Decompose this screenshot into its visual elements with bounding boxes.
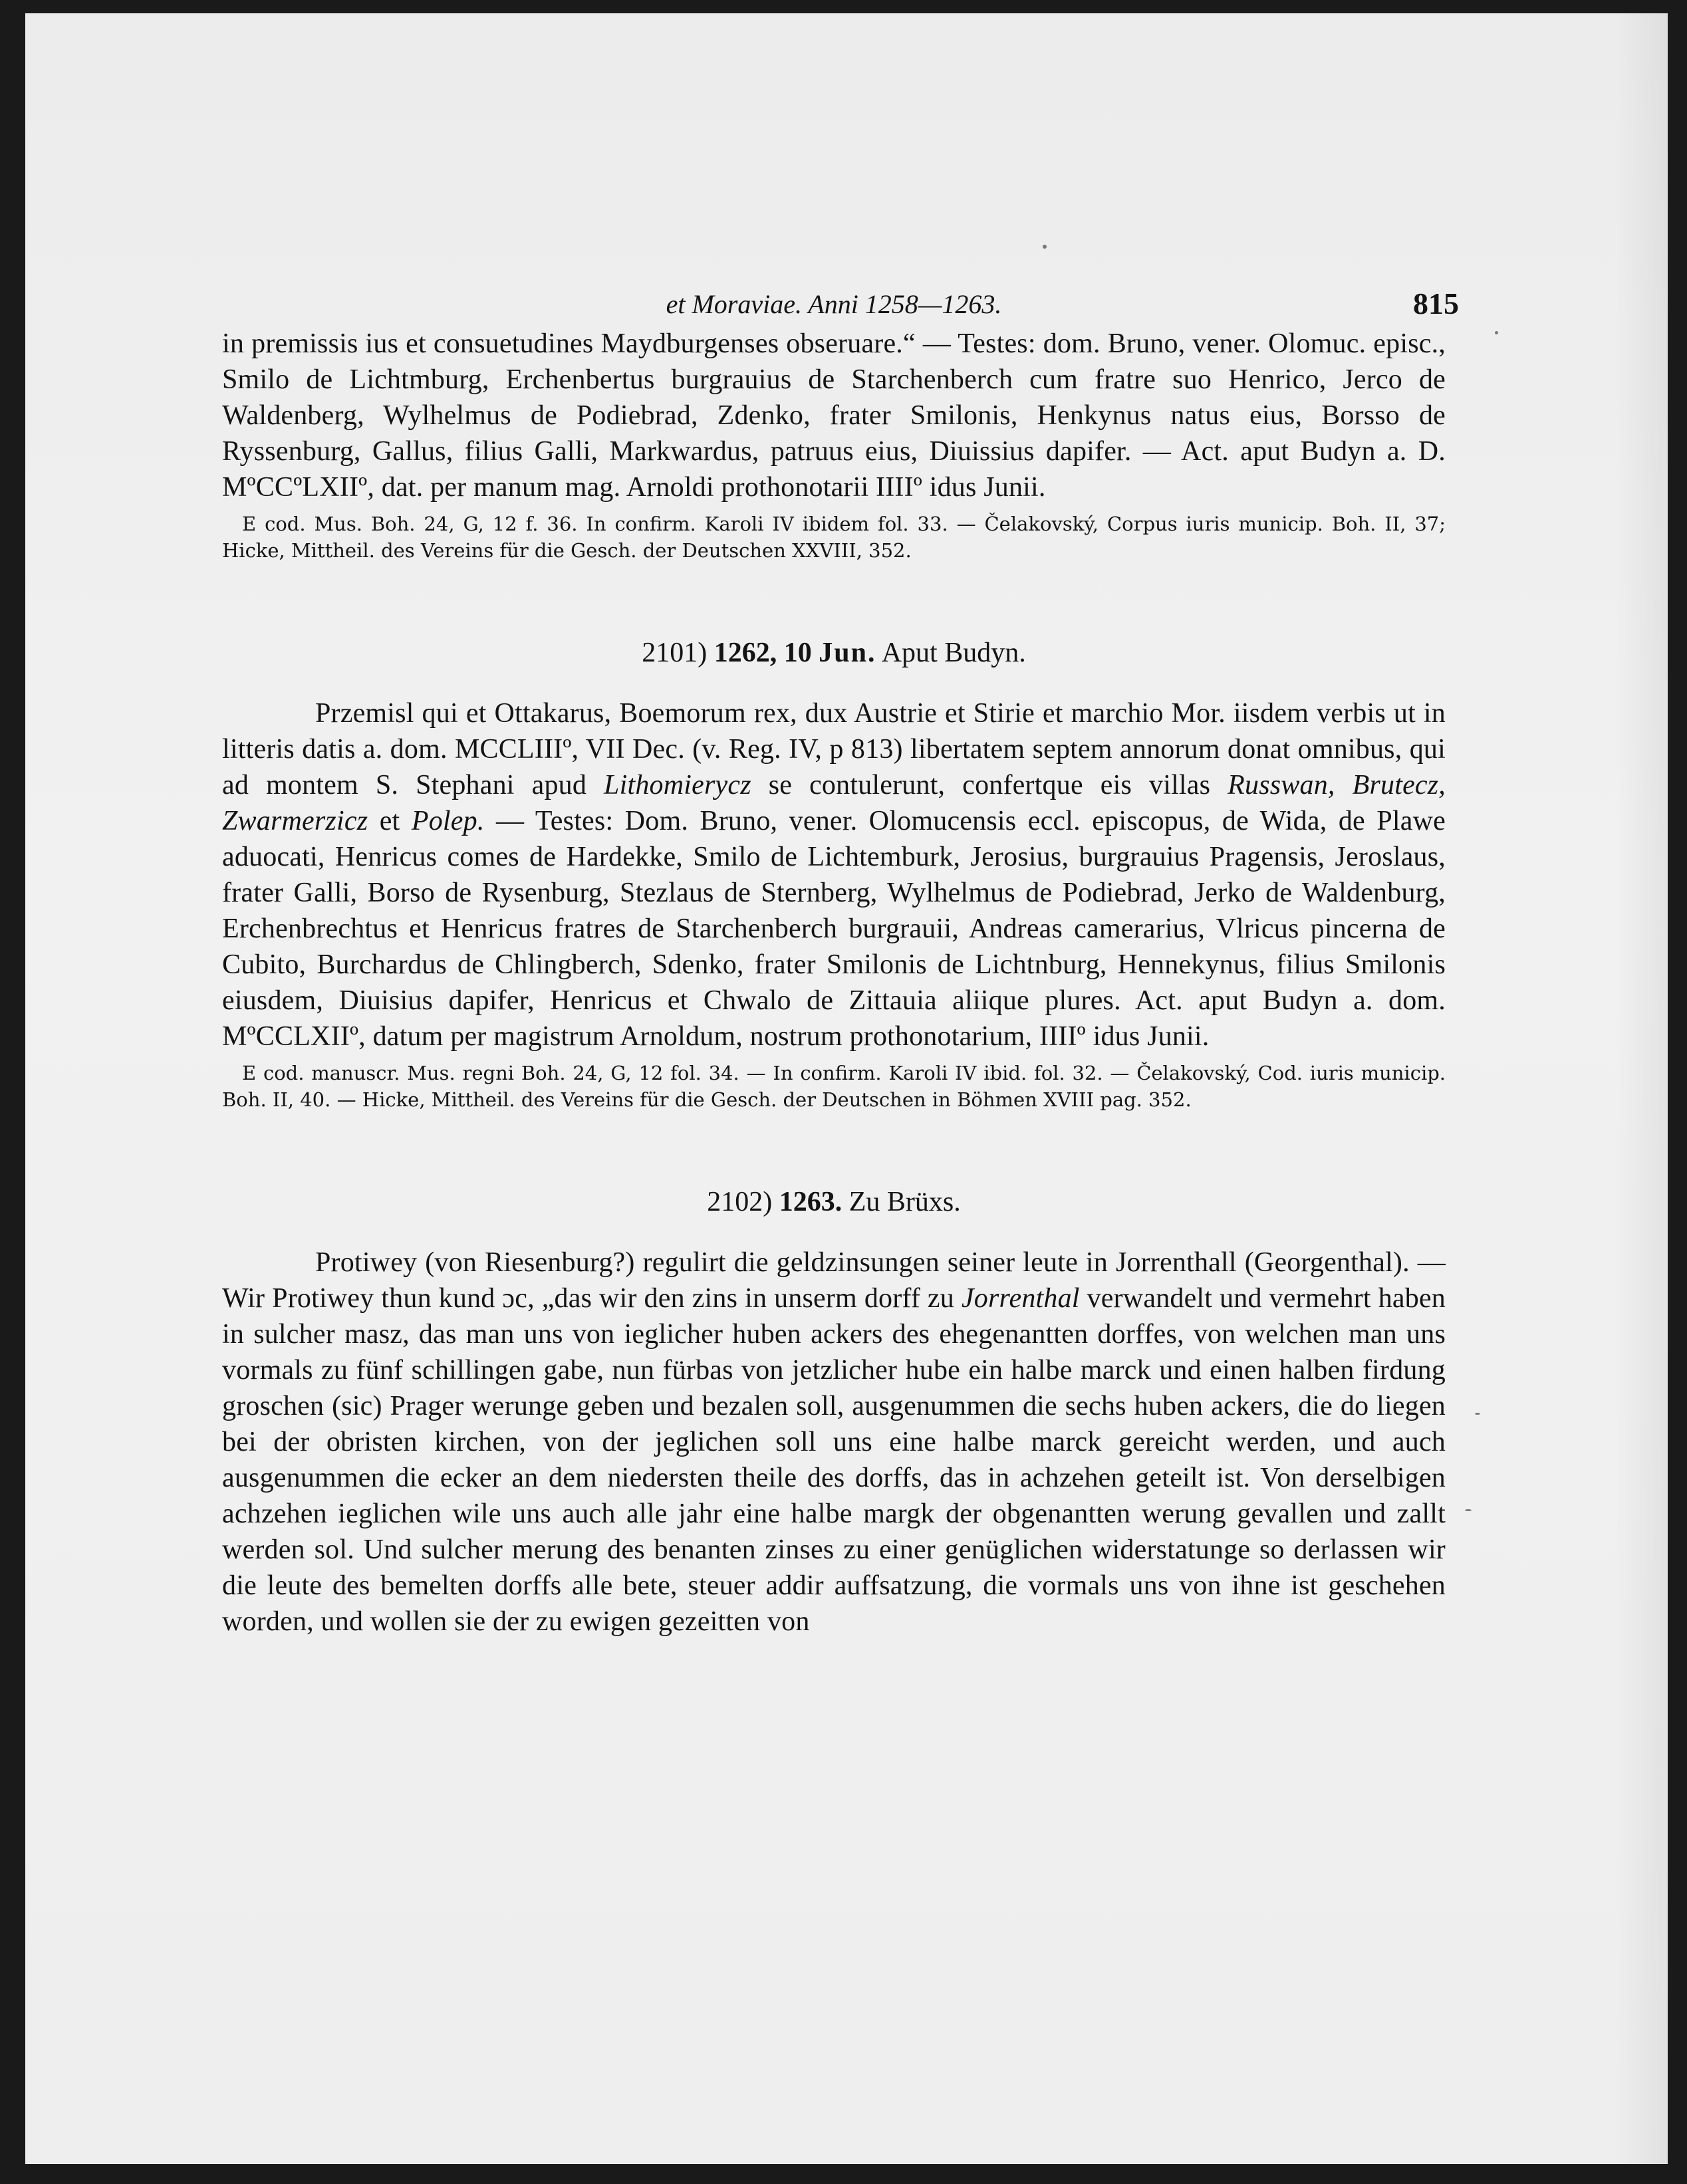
charter-2102 (222, 1186, 1446, 1639)
text-segment: Przemisl qui et Ottakarus, Boemorum rex, dux Austrie et Stirie et marchio Mor. iisdem verbis ut in litteris datis a. dom. MCCLIIIº, VII Dec. (v. Reg. IV, p 813) libertatem septem annorum donat omnibus, qui ad montem S. Stephani apud (222, 698, 1446, 800)
text-segment: verwandelt und vermehrt haben in sulcher masz, das man uns von ieglicher huben ackers des ehegenantten dorffes, von welchen man uns vormals zu fünf schillingen gabe, nun fürbas von jetzlicher hube ein halbe marck und einen halben firdung groschen (sic) Prager werunge geben und bezalen soll, ausgenummen die sechs huben ackers, die do liegen bei der obristen kirchen, von der jeglichen soll uns eine halbe marck gereicht werden, und auch ausgenummen die ecker an dem niedersten theile des dorffs, das in achzehen geteilt ist. Von derselbigen achzehen ieglichen wile uns auch alle jahr eine halbe margk der obgenantten werung gevallen und zallt werden sol. Und sulcher merung des benanten zinses zu einer genüglichen widerstatunge so derlassen wir die leute des bemelten dorffs alle bete, steuer addir auffsatzung, die vormals uns von ihne ist geschehen worden, und wollen sie der zu ewigen gezeitten von (222, 1283, 1446, 1637)
charter-number: 2101) (642, 638, 708, 668)
village-names: Russwan, Brutecz, Zwarmerzicz (222, 770, 1446, 836)
text-segment: se contulerunt, confertque eis villas (751, 770, 1228, 800)
charter-2101 (222, 637, 1446, 1113)
continued-charter (222, 326, 1446, 564)
charter-text (222, 1245, 1446, 1639)
charter-heading (222, 637, 1446, 669)
text-segment: — Testes: Dom. Bruno, vener. Olomucensis eccl. episcopus, de Wida, de Plawe aduocati, Henricus comes de Hardekke, Smilo de Lichtemburk, Jerosius, burgrauius Pragensis, Jeroslaus, frater Galli, Borso de Rysenburg, Stezlaus de Sternberg, Wylhelmus de Podiebrad, Jerko de Waldenburg, Erchenbrechtus et Henricus fratres de Starchenberch burgrauii, Andreas camerarius, Vlricus pincerna de Cubito, Burchardus de Chlingberch, Sdenko, frater Smilonis de Lichtnburg, Hennekynus, filius Smilonis eiusdem, Diuisius dapifer, Henricus et Chwalo de Zittauia aliique plures. Act. aput Budyn a. dom. MºCCLXIIº, datum per magistrum Arnoldum, nostrum prothonotarium, IIIIº idus Junii. (222, 806, 1446, 1052)
page-edge-shadow (1615, 13, 1668, 2164)
speck (1465, 1509, 1472, 1511)
place-name: Polep. (411, 806, 485, 836)
charter-heading (222, 1186, 1446, 1218)
page-content (222, 279, 1459, 1639)
charter-date: 1263. (779, 1187, 843, 1217)
text-segment: et (368, 806, 412, 836)
place-name: Lithomierycz (604, 770, 751, 800)
charter-place: Aput Budyn. (881, 638, 1026, 668)
text-segment: Protiwey (von Riesenburg?) regulirt die geldzinsungen seiner leute in Jorrenthall (Georgenthal). — Wir Protiwey thun kund ɔc, „das wir den zins in unserm dorff zu (222, 1247, 1446, 1314)
page-number: 815 (1413, 287, 1459, 320)
charter-date: 1262, 10 (714, 638, 812, 668)
running-head-title: et Moraviae. Anni 1258—1263. (666, 289, 1002, 319)
speck (1043, 245, 1047, 249)
source-note: E cod. manuscr. Mus. regni Boh. 24, G, 12 fol. 34. — In confirm. Karoli IV ibid. fol. 32. — Čelakovský, Cod. iuris municip. Boh. II, 40. — Hicke, Mittheil. des Vereins für die Gesch. der Deutschen in Böhmen XVIII pag. 352. (222, 1062, 1446, 1111)
scanned-page (25, 13, 1668, 2164)
charter-place: Zu Brüxs. (848, 1187, 961, 1217)
source-note: E cod. Mus. Boh. 24, G, 12 f. 36. In confirm. Karoli IV ibidem fol. 33. — Čelakovský, Corpus iuris municip. Boh. II, 37; Hicke, Mittheil. des Vereins für die Gesch. der Deutschen XXVIII, 352. (222, 513, 1446, 562)
charter-month: Jun. (819, 638, 876, 668)
charter-number: 2102) (707, 1187, 773, 1217)
charter-text (222, 695, 1446, 1054)
speck (1495, 331, 1498, 334)
continued-paragraph: in premissis ius et consuetudines Maydburgenses obseruare.“ — Testes: dom. Bruno, vener. Olomuc. episc., Smilo de Lichtmburg, Erchenbertus burgrauius de Starchenberch cum fratre suo Henrico, Jerco de Waldenberg, Wylhelmus de Podiebrad, Zdenko, frater Smilonis, Henkynus natus eius, Borsso de Ryssenburg, Gallus, filius Galli, Markwardus, patruus eius, Diuissius dapifer. — Act. aput Budyn a. D. MºCCºLXIIº, dat. per manum mag. Arnoldi prothonotarii IIIIº idus Junii. (222, 328, 1446, 503)
running-head (222, 279, 1459, 326)
speck (1475, 1413, 1480, 1415)
place-name: Jorrenthal (961, 1283, 1080, 1314)
